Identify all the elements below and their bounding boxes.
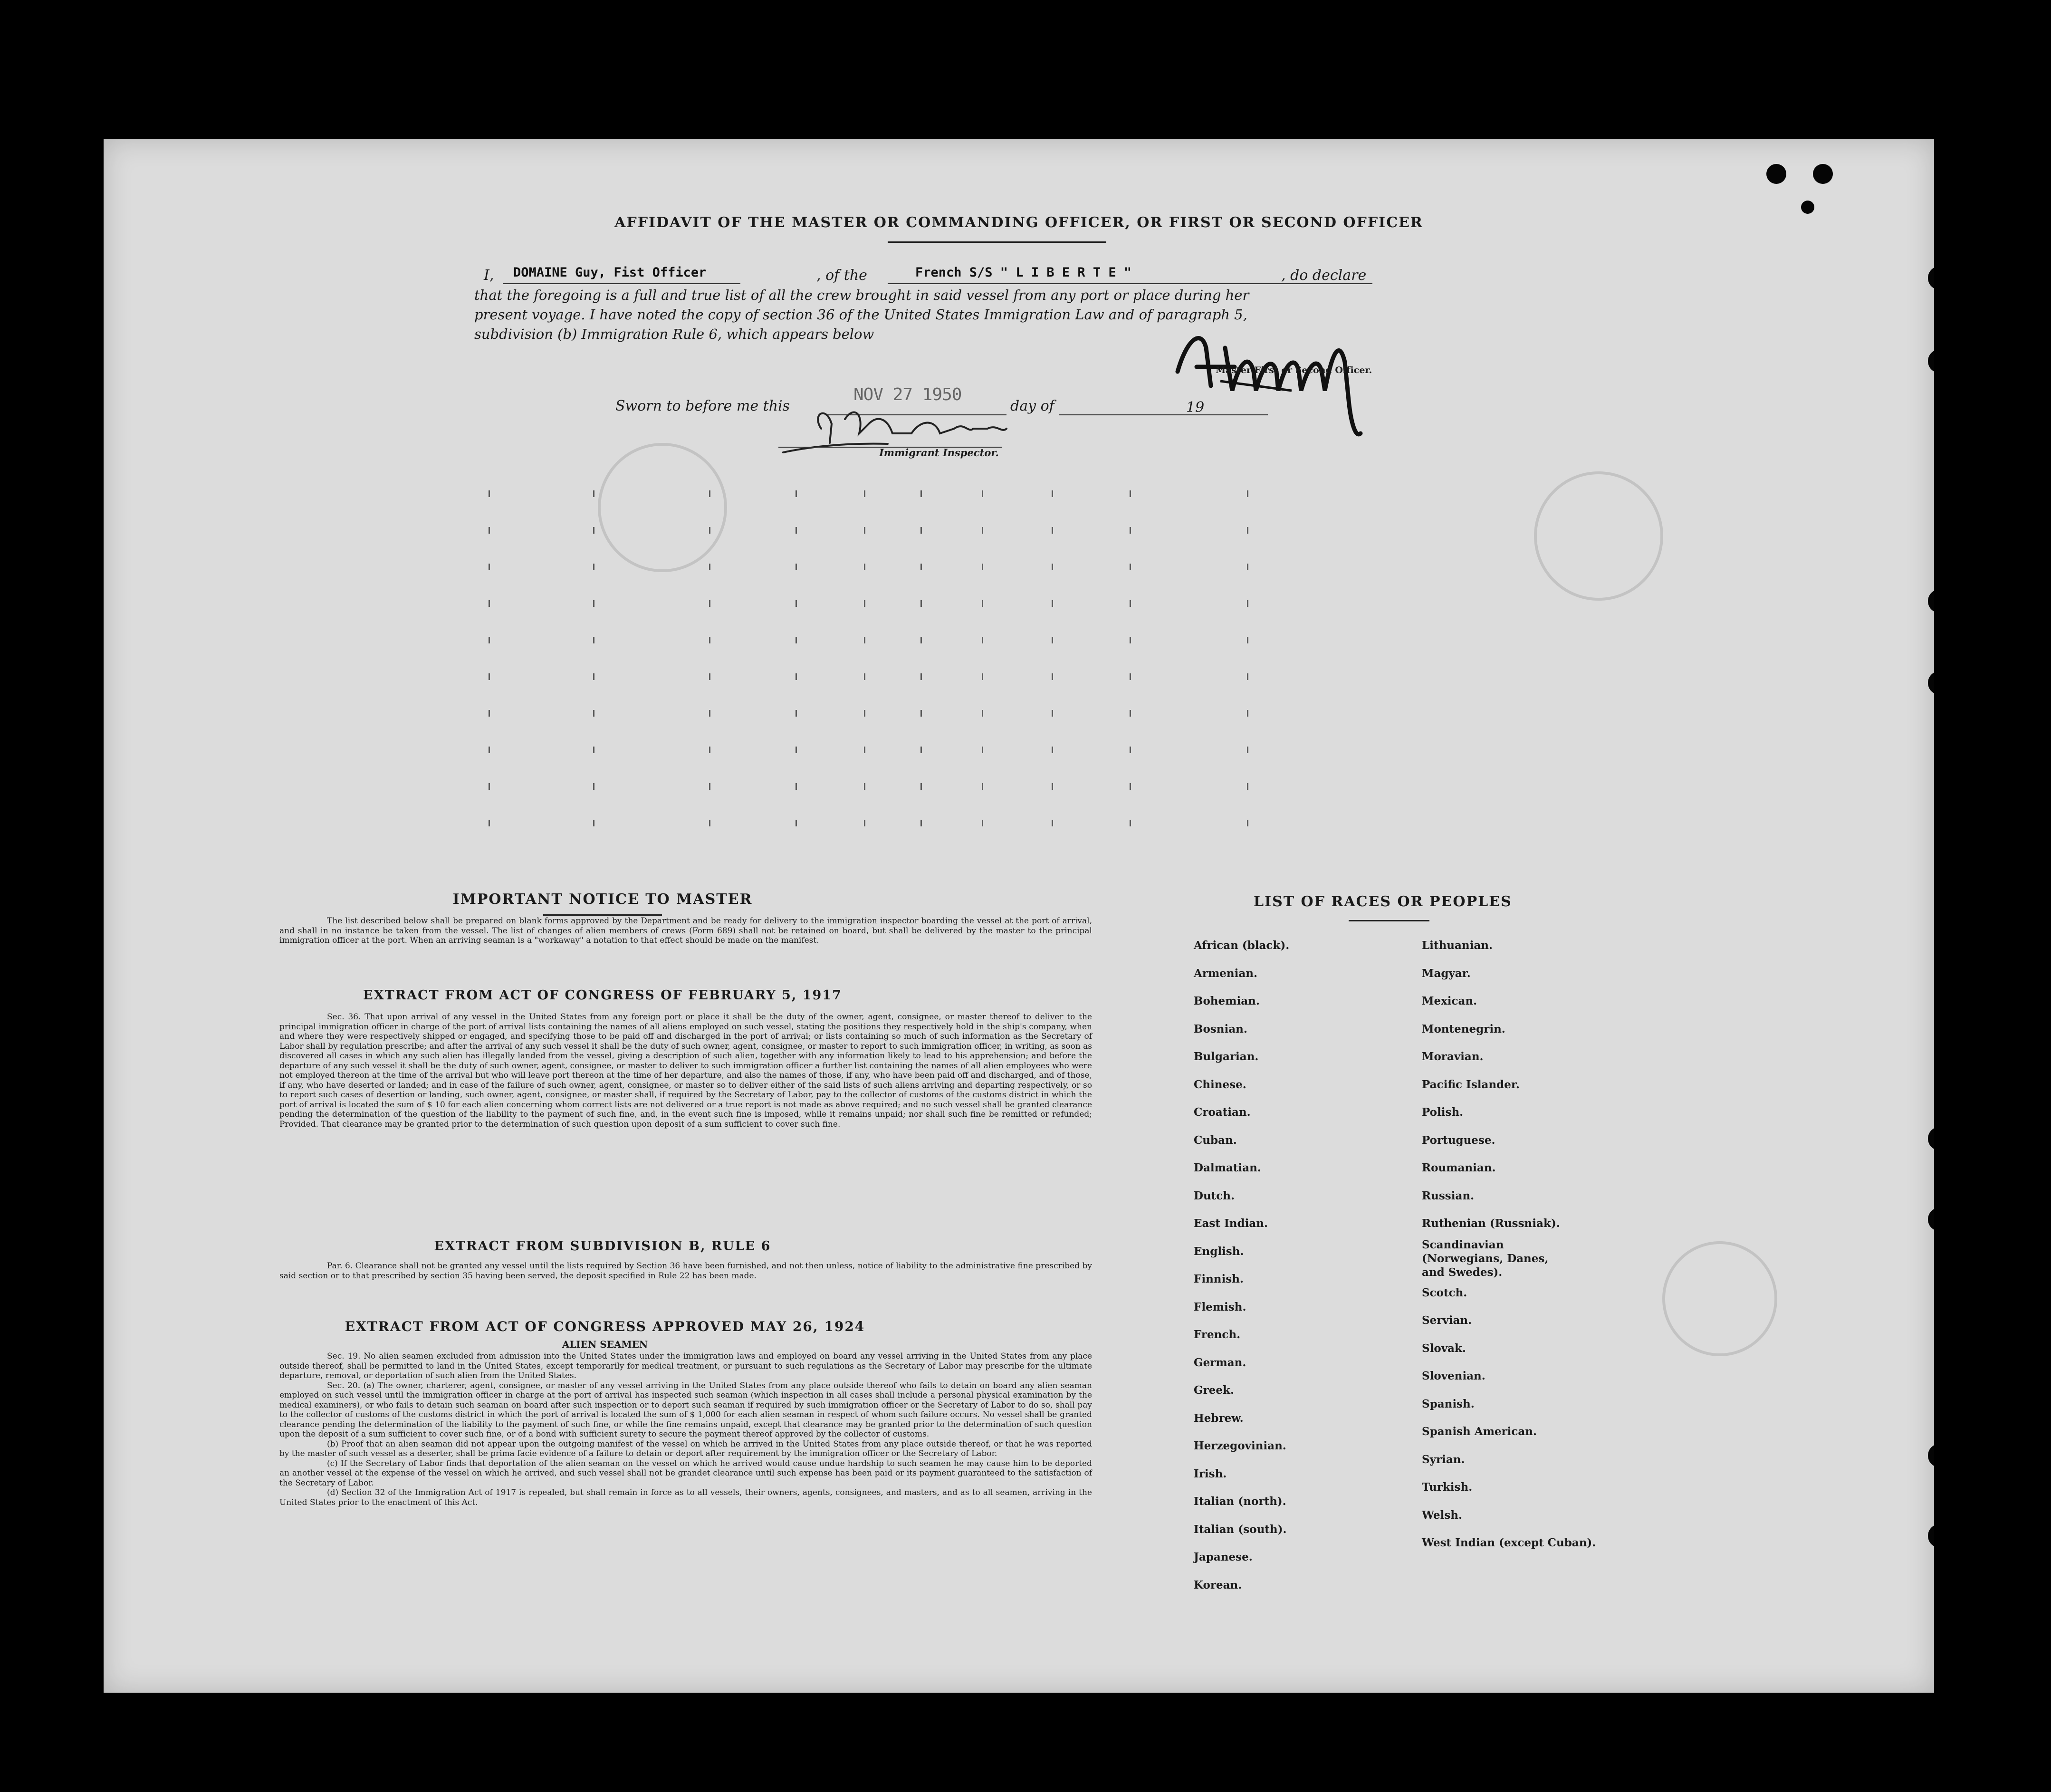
notice-rule: [543, 914, 662, 916]
race-item: Turkish.: [1422, 1481, 1473, 1494]
tick-mark: [593, 490, 594, 497]
tick-mark: [1247, 820, 1248, 826]
tick-mark: [1130, 820, 1131, 826]
sworn-label: Sworn to before me this: [615, 398, 790, 414]
tick-mark: [864, 783, 865, 790]
tick-mark: [1247, 673, 1248, 680]
races-column-1: [1194, 932, 1289, 1599]
race-item: Finnish.: [1194, 1273, 1244, 1285]
inspector-caption: Immigrant Inspector.: [879, 447, 999, 459]
races-heading: LIST OF RACES OR PEOPLES: [1254, 893, 1512, 910]
officer-name-field: DOMAINE Guy, Fist Officer: [513, 265, 707, 280]
tick-mark: [982, 673, 983, 680]
race-item: Irish.: [1194, 1467, 1227, 1480]
race-item: Chinese.: [1194, 1078, 1246, 1091]
tick-mark: [1247, 783, 1248, 790]
race-item: Magyar.: [1422, 967, 1471, 980]
tick-mark: [1130, 637, 1131, 643]
tick-mark: [1052, 820, 1053, 826]
tick-mark: [1130, 564, 1131, 570]
race-item: Bohemian.: [1194, 995, 1260, 1007]
tick-mark: [1130, 527, 1131, 534]
tick-mark: [1052, 673, 1053, 680]
tick-mark: [795, 564, 797, 570]
extract-1917-text: Sec. 36. That upon arrival of any vessel in the United States from any foreign port or place it shall be the duty of the owner, agent, consignee, or master thereof to deliver to the principal immigration officer in charge of the port of arrival lists containing the names of all aliens employed on such vessel, stating the positions they respectively hold in the ship's company, when and where they were respectively shipped or engaged, and specifying those to be paid off and discharged in the port of arrival; or lists containing so much of such information as the Secretary of Labor shall by regulation prescribe; and after the arrival of any such vessel it shall be the duty of such owner, agent, consignee, or master to report to such immigration officer, in writing, as soon as discovered all cases in which any such alien has illegally landed from the vessel, giving a description of such alien, together with any information likely to lead to his apprehension; and before the departure of any such vessel it shall be the duty of such owner, agent, consignee, or master to deliver to such immigration officer a further list containing the names of all alien employees who were not employed thereon at the time of the arrival but who will leave port thereon at the time of her departure, and also the names of those, if any, who have been paid off and discharged, and of those, if any, who have deserted or landed; and in case of the failure of such owner, agent, consignee, or master so to deliver either of the said lists of such aliens arriving and departing respectively, or so to report such cases of desertion or landing, such owner, agent, consignee, or master shall, if required by the Secretary of Labor, pay to the collector of customs of the customs district in which the port of arrival is located the sum of $ 10 for each alien concerning whom correct lists are not delivered or a true report is not made as above required; and no such vessel shall be granted clearance pending the determination of the question of the liability to the payment of such fine, and, in the event such fine is imposed, while it remains unpaid; nor shall such fine be remitted or refunded; Provided. That clearance may be granted prior to the determination of such question upon deposit of a sum sufficient to cover such fine.: [279, 1012, 1092, 1129]
tick-mark: [864, 490, 865, 497]
tick-mark: [1247, 600, 1248, 607]
tick-mark: [593, 747, 594, 753]
tick-mark: [864, 637, 865, 643]
tick-mark: [795, 490, 797, 497]
tick-mark: [1130, 490, 1131, 497]
race-item: Polish.: [1422, 1106, 1464, 1119]
tick-mark: [709, 747, 710, 753]
bleed-through-seal: [1662, 1241, 1777, 1356]
race-item: Syrian.: [1422, 1453, 1465, 1466]
race-item: West Indian (except Cuban).: [1422, 1536, 1596, 1549]
race-item: Moravian.: [1422, 1050, 1484, 1063]
notice-heading: IMPORTANT NOTICE TO MASTER: [452, 891, 753, 908]
race-item: Pacific Islander.: [1422, 1078, 1520, 1091]
race-item: Flemish.: [1194, 1300, 1246, 1313]
race-item: Bulgarian.: [1194, 1050, 1259, 1063]
race-item: Bosnian.: [1194, 1022, 1247, 1035]
race-item: Spanish American.: [1422, 1425, 1537, 1438]
tick-mark: [795, 747, 797, 753]
tick-mark: [489, 673, 490, 680]
sec-20d-paragraph: (d) Section 32 of the Immigration Act of 1917 is repealed, but shall remain in force as to all vessels, their owners, agents, consignees, and masters, and as to all seamen, arriving in the United States prior to the enactment of this Act.: [279, 1488, 1092, 1507]
tick-mark: [1130, 747, 1131, 753]
officer-signature: [1168, 319, 1415, 443]
tick-mark: [489, 783, 490, 790]
race-item: Lithuanian.: [1422, 939, 1493, 952]
month-underline: [1059, 414, 1268, 415]
race-item: Greek.: [1194, 1384, 1234, 1397]
tick-mark: [920, 564, 922, 570]
bleed-through-seal: [598, 443, 727, 572]
tick-mark: [1052, 600, 1053, 607]
tick-mark: [920, 783, 922, 790]
binder-hole: [1928, 1207, 1934, 1231]
extract-1924-heading: EXTRACT FROM ACT OF CONGRESS APPROVED MAY 26, 1924: [345, 1319, 865, 1334]
tick-mark: [1247, 637, 1248, 643]
race-item: Slovenian.: [1422, 1370, 1486, 1382]
tick-mark: [489, 637, 490, 643]
tick-mark: [709, 783, 710, 790]
race-item: English.: [1194, 1245, 1244, 1258]
document-page: [104, 139, 1934, 1693]
tick-mark: [795, 710, 797, 717]
year-prefix: 19: [1186, 399, 1205, 416]
tick-mark: [709, 820, 710, 826]
race-item: Portuguese.: [1422, 1133, 1495, 1147]
tick-mark: [593, 637, 594, 643]
race-item: Servian.: [1422, 1314, 1472, 1327]
tick-mark: [593, 527, 594, 534]
binder-hole: [1928, 589, 1934, 613]
tick-mark: [593, 600, 594, 607]
tick-mark: [709, 673, 710, 680]
tick-mark: [593, 783, 594, 790]
sec-20a-paragraph: Sec. 20. (a) The owner, charterer, agent, consignee, or master of any vessel arriving in the United States from any place outside thereof who fails to detain on board any alien seaman employed on such vessel until the immigration officer in charge at the port of arrival has inspected such seaman (which inspection in all cases shall include a personal physical examination by the medical examiners), or who fails to detain such seaman on board after such inspection or to deport such seaman if required by such immigration officer or the Secretary of Labor to do so, shall pay to the collector of customs of the customs district in which the port of arrival is located the sum of $ 1,000 for each alien seaman in respect of whom such failure occurs. No vessel shall be granted clearance pending the determination of the liability to the payment of such fine, or while the fine remains unpaid, except that clearance may be granted prior to the determination of such question upon the deposit of a sum sufficient to cover such fine, or of a bond with sufficient surety to secure the payment thereof approved by the collector of customs.: [279, 1380, 1092, 1439]
race-item: Croatian.: [1194, 1106, 1251, 1119]
tick-mark: [795, 527, 797, 534]
affidavit-heading: AFFIDAVIT OF THE MASTER OR COMMANDING OFFICER, OR FIRST OR SECOND OFFICER: [614, 214, 1423, 231]
race-item: Spanish.: [1422, 1397, 1475, 1410]
tick-mark: [709, 710, 710, 717]
tick-mark: [1247, 527, 1248, 534]
do-declare-label: , do declare: [1281, 267, 1367, 284]
tick-mark: [982, 527, 983, 534]
tick-mark: [489, 490, 490, 497]
tick-mark: [1247, 564, 1248, 570]
tick-mark: [709, 490, 710, 497]
races-column-2: [1422, 932, 1596, 1557]
tick-mark: [1130, 710, 1131, 717]
race-item: Montenegrin.: [1422, 1022, 1505, 1035]
binder-hole: [1766, 164, 1786, 184]
race-item: Japanese.: [1194, 1551, 1253, 1563]
race-item: Scandinavian (Norwegians, Danes, and Swedes).: [1422, 1238, 1549, 1279]
race-item: French.: [1194, 1328, 1241, 1341]
of-the-label: , of the: [816, 267, 867, 284]
tick-mark: [795, 820, 797, 826]
tick-mark: [982, 490, 983, 497]
notice-text: The list described below shall be prepared on blank forms approved by the Department and be ready for delivery to the immigration inspector boarding the vessel at the port of arrival, and shall in no instance be taken from the vessel. The list of changes of alien members of crews (Form 689) shall not be retained on board, but shall be delivered by the master to the principal immigration officer at the port. When an arriving seaman is a "workaway" a notation to that effect should be made on the manifest.: [279, 916, 1092, 945]
tick-mark: [593, 710, 594, 717]
tick-mark: [864, 747, 865, 753]
tick-mark: [982, 820, 983, 826]
tick-mark: [920, 710, 922, 717]
binder-hole: [1928, 266, 1934, 290]
binder-hole: [1928, 1127, 1934, 1150]
rule6-heading: EXTRACT FROM SUBDIVISION B, RULE 6: [434, 1239, 771, 1254]
sec-19-paragraph: Sec. 19. No alien seamen excluded from admission into the United States under the immigration laws and employed on board any vessel arriving in the United States from any place outside thereof, shall be permitted to land in the United States, except temporarily for medical treatment, or pursuant to such regulations as the Secretary of Labor may prescribe for the ultimate departure, removal, or deportation of such alien from the United States.: [279, 1351, 1092, 1380]
race-item: Ruthenian (Russniak).: [1422, 1217, 1560, 1230]
tick-mark: [489, 600, 490, 607]
tick-mark: [1052, 527, 1053, 534]
extract-1924-text: [279, 1351, 1092, 1507]
tick-mark: [1052, 783, 1053, 790]
race-item: Mexican.: [1422, 995, 1477, 1007]
races-rule: [1349, 920, 1429, 921]
binder-hole: [1928, 349, 1934, 373]
tick-mark: [489, 820, 490, 826]
tick-mark: [1052, 490, 1053, 497]
race-item: Dalmatian.: [1194, 1161, 1261, 1174]
tick-mark: [982, 564, 983, 570]
tick-mark: [864, 710, 865, 717]
tick-mark: [1130, 783, 1131, 790]
tick-mark: [920, 490, 922, 497]
tick-mark: [795, 673, 797, 680]
tick-mark: [864, 673, 865, 680]
tick-mark: [982, 747, 983, 753]
tick-mark: [864, 527, 865, 534]
tick-mark: [1052, 564, 1053, 570]
tick-mark: [920, 747, 922, 753]
race-item: Korean.: [1194, 1578, 1242, 1591]
affidavit-line-3: present voyage. I have noted the copy of section 36 of the United States Immigration Law and of paragraph 5,: [474, 307, 1247, 323]
race-item: Armenian.: [1194, 967, 1258, 980]
tick-mark: [864, 564, 865, 570]
tick-mark: [795, 637, 797, 643]
tick-mark: [1052, 747, 1053, 753]
tick-mark: [709, 564, 710, 570]
heading-rule: [888, 241, 1106, 243]
race-item: Welsh.: [1422, 1508, 1463, 1522]
tick-mark: [489, 527, 490, 534]
race-item: Slovak.: [1422, 1342, 1466, 1355]
tick-mark: [982, 710, 983, 717]
race-item: African (black).: [1194, 939, 1290, 952]
race-item: Russian.: [1422, 1189, 1475, 1202]
tick-mark: [864, 820, 865, 826]
name-underline: [503, 283, 740, 284]
tick-mark: [489, 747, 490, 753]
vessel-field: French S/S " L I B E R T E ": [915, 265, 1132, 280]
officer-caption: Master First or Second Officer.: [1216, 365, 1372, 375]
race-item: East Indian.: [1194, 1217, 1268, 1230]
day-of-label: day of: [1010, 398, 1054, 414]
extract-1924-subheading: ALIEN SEAMEN: [562, 1339, 648, 1350]
tick-mark: [982, 600, 983, 607]
race-item: Scotch.: [1422, 1286, 1467, 1299]
race-item: Italian (south).: [1194, 1523, 1287, 1536]
extract-1917-heading: EXTRACT FROM ACT OF CONGRESS OF FEBRUARY 5, 1917: [363, 988, 842, 1003]
tick-mark: [1052, 637, 1053, 643]
tick-mark: [593, 673, 594, 680]
binder-hole: [1801, 201, 1814, 214]
binder-hole: [1813, 164, 1833, 184]
tick-mark: [920, 637, 922, 643]
tick-mark: [709, 527, 710, 534]
race-item: Dutch.: [1194, 1189, 1235, 1202]
tick-mark: [1130, 600, 1131, 607]
tick-mark: [795, 783, 797, 790]
tick-mark: [982, 783, 983, 790]
tick-mark: [1247, 747, 1248, 753]
tick-mark: [795, 600, 797, 607]
affidavit-i: I,: [484, 267, 494, 284]
tick-mark: [593, 820, 594, 826]
bleed-through-seal: [1534, 471, 1663, 601]
rule6-text: Par. 6. Clearance shall not be granted any vessel until the lists required by Section 36 have been furnished, and not then unless, notice of liability to the administrative fine prescribed by said section or to that prescribed by section 35 having been served, the deposit specified in Rule 22 has been made.: [279, 1261, 1092, 1281]
binder-hole: [1928, 1524, 1934, 1548]
tick-mark: [982, 637, 983, 643]
tick-mark: [920, 600, 922, 607]
date-stamp: NOV 27 1950: [853, 385, 962, 404]
tick-mark: [920, 820, 922, 826]
binder-hole: [1928, 1444, 1934, 1467]
tick-mark: [1247, 490, 1248, 497]
affidavit-line-2: that the foregoing is a full and true list of all the crew brought in said vessel from any port or place during her: [474, 287, 1249, 303]
tick-mark: [1052, 710, 1053, 717]
tick-mark: [1247, 710, 1248, 717]
binder-hole: [1928, 671, 1934, 695]
race-item: Roumanian.: [1422, 1161, 1496, 1174]
race-item: Italian (north).: [1194, 1495, 1286, 1508]
sec-20b-paragraph: (b) Proof that an alien seaman did not appear upon the outgoing manifest of the vessel on which he arrived in the United States from any place outside thereof, or that he was reported by the master of such vessel as a deserter, shall be prima facie evidence of a failure to detain or deport after requirement by the immigration officer or the Secretary of Labor.: [279, 1439, 1092, 1458]
tick-mark: [920, 673, 922, 680]
tick-mark: [709, 600, 710, 607]
race-item: Herzegovinian.: [1194, 1439, 1286, 1452]
tick-mark: [709, 637, 710, 643]
tick-mark: [1130, 673, 1131, 680]
race-item: Cuban.: [1194, 1133, 1237, 1147]
tick-mark: [489, 564, 490, 570]
race-item: Hebrew.: [1194, 1411, 1244, 1425]
sec-20c-paragraph: (c) If the Secretary of Labor finds that deportation of the alien seaman on the vessel on which he arrived would cause undue hardship to such seamen he may cause him to be deported an another vessel at the expense of the vessel on which he arrived, and such vessel shall not be grandet clearance until such expense has been paid or its payment guaranteed to the satisfaction of the Secretary of Labor.: [279, 1458, 1092, 1488]
tick-mark: [864, 600, 865, 607]
affidavit-line-4: subdivision (b) Immigration Rule 6, which appears below: [474, 326, 874, 342]
tick-mark: [489, 710, 490, 717]
race-item: German.: [1194, 1356, 1246, 1369]
tick-mark: [593, 564, 594, 570]
tick-mark: [920, 527, 922, 534]
